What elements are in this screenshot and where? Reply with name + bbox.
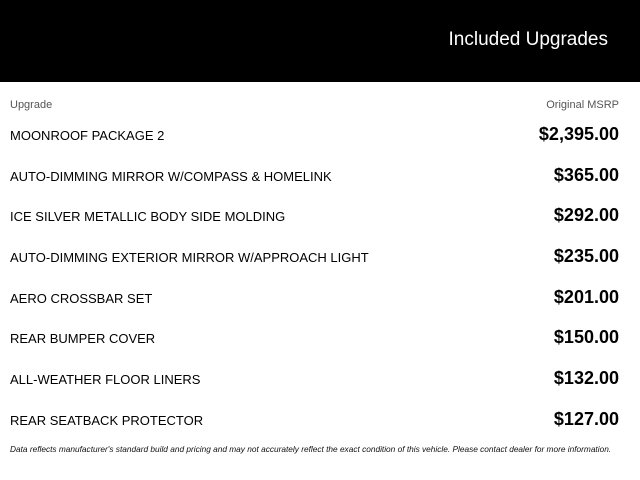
upgrade-row [10, 400, 619, 441]
upgrade-name: AUTO-DIMMING MIRROR W/COMPASS & HOMELINK [10, 168, 332, 184]
upgrade-price: $132.00 [553, 368, 619, 389]
upgrade-row [10, 237, 619, 278]
column-header-upgrade: Upgrade [10, 99, 53, 111]
upgrade-price: $201.00 [553, 286, 619, 307]
upgrade-name: REAR BUMPER COVER [10, 331, 156, 347]
disclaimer-text: Data reflects manufacturer's standard build and pricing and may not accurately reflect the exact condition of this vehicle. Please contact dealer for more information. [10, 444, 612, 454]
upgrade-price: $2,395.00 [538, 124, 619, 144]
upgrade-price: $235.00 [553, 246, 619, 267]
upgrade-row [10, 115, 619, 156]
upgrade-name: REAR SEATBACK PROTECTOR [10, 412, 204, 428]
upgrade-price: $292.00 [553, 205, 619, 226]
upgrade-price: $127.00 [553, 408, 619, 429]
upgrade-price: $365.00 [553, 164, 619, 185]
header-banner [0, 0, 640, 82]
column-headers [10, 99, 619, 113]
upgrade-row [10, 278, 619, 319]
upgrade-name: AERO CROSSBAR SET [10, 290, 153, 306]
upgrade-price: $150.00 [553, 327, 619, 348]
upgrade-name: ICE SILVER METALLIC BODY SIDE MOLDING [10, 209, 286, 225]
upgrade-row [10, 359, 619, 400]
upgrade-row [10, 318, 619, 359]
column-header-msrp: Original MSRP [546, 99, 619, 111]
upgrade-row [10, 156, 619, 197]
upgrade-name: MOONROOF PACKAGE 2 [10, 128, 165, 143]
page-title: Included Upgrades [448, 29, 608, 50]
upgrade-name: ALL-WEATHER FLOOR LINERS [10, 372, 201, 388]
upgrade-row [10, 196, 619, 237]
upgrade-name: AUTO-DIMMING EXTERIOR MIRROR W/APPROACH LIGHT [10, 250, 369, 266]
upgrades-list [10, 115, 619, 441]
